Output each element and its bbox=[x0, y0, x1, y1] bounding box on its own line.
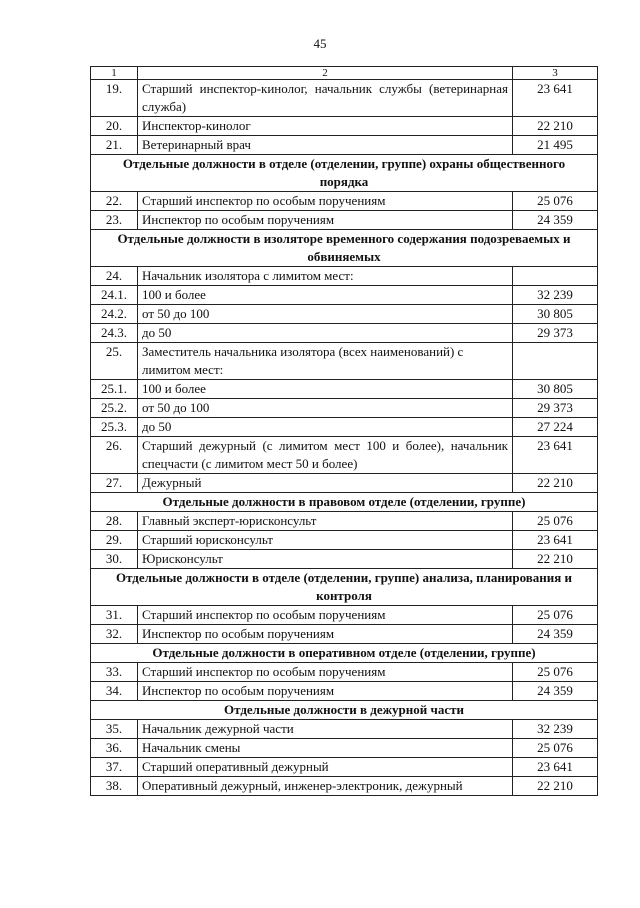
table-row bbox=[91, 192, 598, 211]
table-row bbox=[91, 80, 598, 117]
row-number-cell: 24.2. bbox=[91, 305, 138, 324]
row-number-cell: 34. bbox=[91, 682, 138, 701]
row-number-cell: 29. bbox=[91, 531, 138, 550]
table-row bbox=[91, 758, 598, 777]
row-number-cell: 23. bbox=[91, 211, 138, 230]
position-name-cell: до 50 bbox=[138, 324, 513, 343]
position-name-cell: Юрисконсульт bbox=[138, 550, 513, 569]
position-name-cell: Оперативный дежурный, инженер-электроник, дежурный bbox=[138, 777, 513, 796]
table-row bbox=[91, 777, 598, 796]
salary-value-cell: 22 210 bbox=[513, 777, 598, 796]
salary-value-cell bbox=[513, 267, 598, 286]
position-name-cell: от 50 до 100 bbox=[138, 305, 513, 324]
table-row bbox=[91, 512, 598, 531]
salary-table-body bbox=[91, 67, 598, 796]
column-header-1: 1 bbox=[91, 67, 138, 80]
salary-value-cell: 25 076 bbox=[513, 512, 598, 531]
table-row bbox=[91, 437, 598, 474]
table-row bbox=[91, 474, 598, 493]
position-name-cell: Старший инспектор по особым поручениям bbox=[138, 663, 513, 682]
section-header-row bbox=[91, 569, 598, 606]
salary-value-cell: 23 641 bbox=[513, 758, 598, 777]
position-name-cell: до 50 bbox=[138, 418, 513, 437]
section-header-row bbox=[91, 155, 598, 192]
position-name-cell: Старший дежурный (с лимитом мест 100 и более), начальник спецчасти (с лимитом мест 50 и более) bbox=[138, 437, 513, 474]
table-row bbox=[91, 720, 598, 739]
position-name-cell: Главный эксперт-юрисконсульт bbox=[138, 512, 513, 531]
section-title: Отдельные должности в дежурной части bbox=[91, 701, 598, 720]
table-row bbox=[91, 324, 598, 343]
row-number-cell: 36. bbox=[91, 739, 138, 758]
salary-value-cell: 25 076 bbox=[513, 606, 598, 625]
salary-value-cell: 30 805 bbox=[513, 380, 598, 399]
table-row bbox=[91, 267, 598, 286]
section-header-row bbox=[91, 644, 598, 663]
position-name-cell: 100 и более bbox=[138, 286, 513, 305]
table-row bbox=[91, 550, 598, 569]
position-name-cell: Начальник изолятора с лимитом мест: bbox=[138, 267, 513, 286]
table-row bbox=[91, 286, 598, 305]
salary-value-cell: 21 495 bbox=[513, 136, 598, 155]
position-name-cell: Ветеринарный врач bbox=[138, 136, 513, 155]
salary-value-cell: 25 076 bbox=[513, 739, 598, 758]
row-number-cell: 25. bbox=[91, 343, 138, 380]
salary-value-cell: 24 359 bbox=[513, 211, 598, 230]
table-row bbox=[91, 343, 598, 380]
section-title: Отдельные должности в оперативном отделе (отделении, группе) bbox=[91, 644, 598, 663]
position-name-cell: Инспектор-кинолог bbox=[138, 117, 513, 136]
row-number-cell: 24.3. bbox=[91, 324, 138, 343]
row-number-cell: 19. bbox=[91, 80, 138, 117]
position-name-cell: Начальник смены bbox=[138, 739, 513, 758]
row-number-cell: 24.1. bbox=[91, 286, 138, 305]
salary-value-cell: 30 805 bbox=[513, 305, 598, 324]
salary-value-cell: 24 359 bbox=[513, 625, 598, 644]
row-number-cell: 33. bbox=[91, 663, 138, 682]
salary-value-cell: 32 239 bbox=[513, 286, 598, 305]
position-name-cell: Старший оперативный дежурный bbox=[138, 758, 513, 777]
row-number-cell: 22. bbox=[91, 192, 138, 211]
salary-value-cell: 25 076 bbox=[513, 192, 598, 211]
salary-value-cell: 23 641 bbox=[513, 531, 598, 550]
position-name-cell: Заместитель начальника изолятора (всех наименований) с лимитом мест: bbox=[138, 343, 513, 380]
salary-value-cell bbox=[513, 343, 598, 380]
row-number-cell: 38. bbox=[91, 777, 138, 796]
position-name-cell: 100 и более bbox=[138, 380, 513, 399]
section-title: Отдельные должности в отделе (отделении, группе) анализа, планирования и контроля bbox=[91, 569, 598, 606]
salary-value-cell: 23 641 bbox=[513, 437, 598, 474]
position-name-cell: Инспектор по особым поручениям bbox=[138, 625, 513, 644]
table-row bbox=[91, 305, 598, 324]
position-name-cell: Старший инспектор по особым поручениям bbox=[138, 192, 513, 211]
salary-value-cell: 24 359 bbox=[513, 682, 598, 701]
table-row bbox=[91, 606, 598, 625]
section-header-row bbox=[91, 230, 598, 267]
salary-value-cell: 22 210 bbox=[513, 474, 598, 493]
position-name-cell: Дежурный bbox=[138, 474, 513, 493]
column-header-3: 3 bbox=[513, 67, 598, 80]
table-row bbox=[91, 211, 598, 230]
row-number-cell: 31. bbox=[91, 606, 138, 625]
row-number-cell: 20. bbox=[91, 117, 138, 136]
section-header-row bbox=[91, 493, 598, 512]
row-number-cell: 30. bbox=[91, 550, 138, 569]
position-name-cell: Старший инспектор-кинолог, начальник службы (ветеринарная служба) bbox=[138, 80, 513, 117]
row-number-cell: 32. bbox=[91, 625, 138, 644]
table-row bbox=[91, 682, 598, 701]
salary-value-cell: 23 641 bbox=[513, 80, 598, 117]
row-number-cell: 21. bbox=[91, 136, 138, 155]
table-row bbox=[91, 136, 598, 155]
table-row bbox=[91, 117, 598, 136]
row-number-cell: 26. bbox=[91, 437, 138, 474]
salary-value-cell: 32 239 bbox=[513, 720, 598, 739]
row-number-cell: 37. bbox=[91, 758, 138, 777]
table-row bbox=[91, 663, 598, 682]
section-header-row bbox=[91, 701, 598, 720]
position-name-cell: Начальник дежурной части bbox=[138, 720, 513, 739]
section-title: Отдельные должности в правовом отделе (отделении, группе) bbox=[91, 493, 598, 512]
position-name-cell: от 50 до 100 bbox=[138, 399, 513, 418]
position-name-cell: Старший юрисконсульт bbox=[138, 531, 513, 550]
row-number-cell: 24. bbox=[91, 267, 138, 286]
section-title: Отдельные должности в отделе (отделении, группе) охраны общественного порядка bbox=[91, 155, 598, 192]
position-name-cell: Инспектор по особым поручениям bbox=[138, 682, 513, 701]
salary-value-cell: 29 373 bbox=[513, 399, 598, 418]
table-row bbox=[91, 380, 598, 399]
table-row bbox=[91, 399, 598, 418]
salary-value-cell: 25 076 bbox=[513, 663, 598, 682]
table-row bbox=[91, 418, 598, 437]
salary-value-cell: 29 373 bbox=[513, 324, 598, 343]
row-number-cell: 25.3. bbox=[91, 418, 138, 437]
salary-value-cell: 22 210 bbox=[513, 550, 598, 569]
salary-value-cell: 27 224 bbox=[513, 418, 598, 437]
row-number-cell: 28. bbox=[91, 512, 138, 531]
table-row bbox=[91, 625, 598, 644]
row-number-cell: 35. bbox=[91, 720, 138, 739]
section-title: Отдельные должности в изоляторе временного содержания подозреваемых и обвиняемых bbox=[91, 230, 598, 267]
row-number-cell: 27. bbox=[91, 474, 138, 493]
table-row bbox=[91, 739, 598, 758]
row-number-cell: 25.1. bbox=[91, 380, 138, 399]
table-header-row bbox=[91, 67, 598, 80]
table-row bbox=[91, 531, 598, 550]
column-header-2: 2 bbox=[138, 67, 513, 80]
position-name-cell: Старший инспектор по особым поручениям bbox=[138, 606, 513, 625]
page-number: 45 bbox=[313, 36, 327, 51]
salary-table bbox=[90, 66, 598, 796]
position-name-cell: Инспектор по особым поручениям bbox=[138, 211, 513, 230]
row-number-cell: 25.2. bbox=[91, 399, 138, 418]
salary-value-cell: 22 210 bbox=[513, 117, 598, 136]
